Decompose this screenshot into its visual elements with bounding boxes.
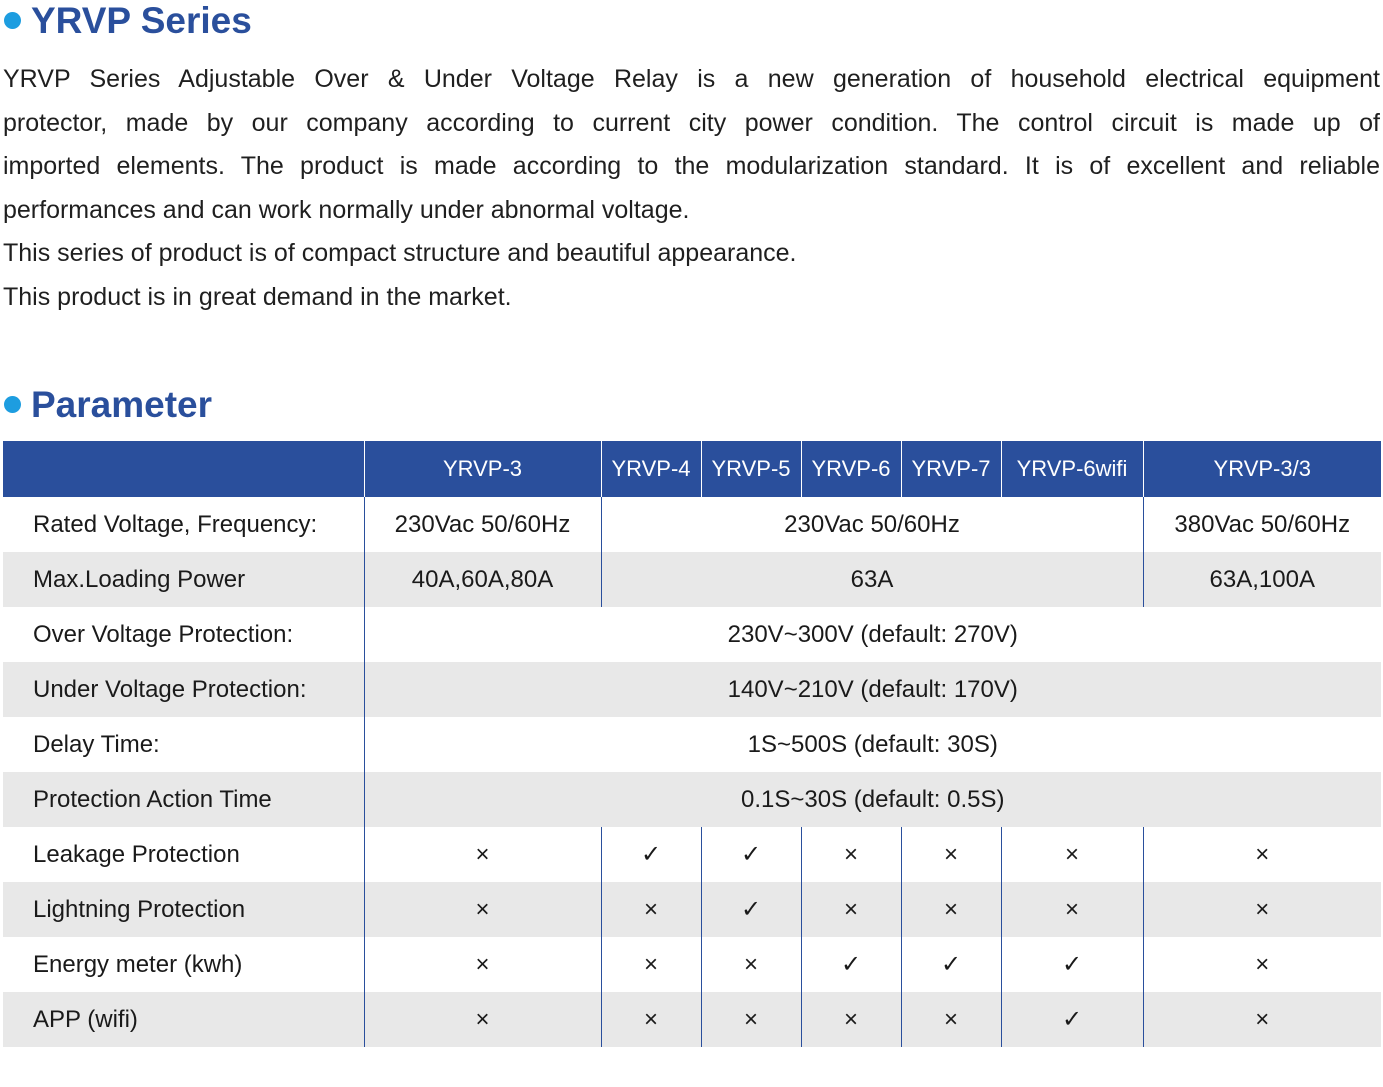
row-label: Delay Time:: [33, 730, 160, 758]
table-cell: 140V~210V (default: 170V): [364, 662, 1381, 717]
feature-mark: ×: [701, 937, 801, 992]
row-label: Energy meter (kwh): [33, 950, 243, 978]
feature-mark: ×: [1143, 937, 1381, 992]
feature-mark: ✓: [901, 937, 1001, 992]
feature-mark: ×: [1001, 827, 1143, 882]
header-model: YRVP-4: [601, 441, 701, 497]
feature-mark: ✓: [1001, 937, 1143, 992]
table-cell: 230Vac 50/60Hz: [364, 497, 601, 552]
feature-mark: ×: [364, 882, 601, 937]
intro-text: [3, 58, 1380, 320]
series-heading: [4, 2, 252, 39]
feature-mark: ×: [1143, 992, 1381, 1047]
table-cell: 230Vac 50/60Hz: [601, 497, 1143, 552]
feature-mark: ×: [364, 827, 601, 882]
table-cell: 1S~500S (default: 30S): [364, 717, 1381, 772]
table-cell: 40A,60A,80A: [364, 552, 601, 607]
header-corner: [3, 441, 364, 497]
feature-mark: ×: [801, 992, 901, 1047]
header-model: YRVP-3: [364, 441, 601, 497]
bullet-icon: [4, 12, 21, 29]
feature-mark: ✓: [701, 882, 801, 937]
feature-mark: ×: [901, 992, 1001, 1047]
feature-mark: ×: [601, 937, 701, 992]
table-cell: 0.1S~30S (default: 0.5S): [364, 772, 1381, 827]
parameter-heading-text: Parameter: [31, 384, 213, 425]
feature-mark: ✓: [601, 827, 701, 882]
row-label: Under Voltage Protection:: [3, 662, 364, 717]
intro-line: protector, made by our company according to current city power condition. The control circuit is made up of: [3, 108, 1380, 137]
header-model: YRVP-6wifi: [1001, 441, 1143, 497]
table-cell: 230V~300V (default: 270V): [364, 607, 1381, 662]
table-cell: 63A: [601, 552, 1143, 607]
header-model: YRVP-5: [701, 441, 801, 497]
table-row: [3, 497, 1381, 552]
feature-mark: ×: [364, 992, 601, 1047]
bullet-icon: [4, 396, 21, 413]
row-label: Rated Voltage, Frequency:: [33, 510, 318, 538]
table-row: [3, 827, 1381, 882]
table-cell: 63A,100A: [1143, 552, 1381, 607]
intro-line: This series of product is of compact structure and beautiful appearance.: [3, 239, 797, 268]
row-label: Over Voltage Protection:: [33, 620, 294, 648]
feature-mark: ×: [901, 827, 1001, 882]
feature-mark: ×: [364, 937, 601, 992]
row-label: Leakage Protection: [33, 840, 240, 868]
table-row: [3, 662, 1381, 717]
table-header-row: [3, 441, 1381, 497]
parameter-table: [3, 441, 1381, 1047]
table-row: [3, 717, 1381, 772]
table-row: [3, 772, 1381, 827]
row-label: Protection Action Time: [3, 772, 364, 827]
table-row: [3, 552, 1381, 607]
feature-mark: ✓: [701, 827, 801, 882]
header-model: YRVP-6: [801, 441, 901, 497]
parameter-heading: [4, 386, 212, 423]
table-row: [3, 882, 1381, 937]
feature-mark: ×: [1143, 882, 1381, 937]
table-row: [3, 937, 1381, 992]
row-label: Lightning Protection: [3, 882, 364, 937]
header-model: YRVP-7: [901, 441, 1001, 497]
feature-mark: ×: [901, 882, 1001, 937]
intro-line: performances and can work normally under abnormal voltage.: [3, 195, 690, 224]
header-model: YRVP-3/3: [1143, 441, 1381, 497]
table-cell: 380Vac 50/60Hz: [1143, 497, 1381, 552]
feature-mark: ✓: [1001, 992, 1143, 1047]
intro-line: YRVP Series Adjustable Over & Under Voltage Relay is a new generation of household electrical equipment: [3, 65, 1380, 93]
intro-line: imported elements. The product is made according to the modularization standard. It is of excellent and reliable: [3, 152, 1380, 181]
table-row: [3, 607, 1381, 662]
feature-mark: ×: [701, 992, 801, 1047]
feature-mark: ×: [601, 992, 701, 1047]
intro-line: This product is in great demand in the market.: [3, 282, 512, 311]
feature-mark: ×: [1001, 882, 1143, 937]
feature-mark: ×: [801, 827, 901, 882]
series-heading-text: YRVP Series: [31, 0, 252, 41]
row-label: APP (wifi): [3, 992, 364, 1047]
feature-mark: ×: [1143, 827, 1381, 882]
feature-mark: ×: [801, 882, 901, 937]
feature-mark: ✓: [801, 937, 901, 992]
row-label: Max.Loading Power: [3, 552, 364, 607]
table-row: [3, 992, 1381, 1047]
feature-mark: ×: [601, 882, 701, 937]
